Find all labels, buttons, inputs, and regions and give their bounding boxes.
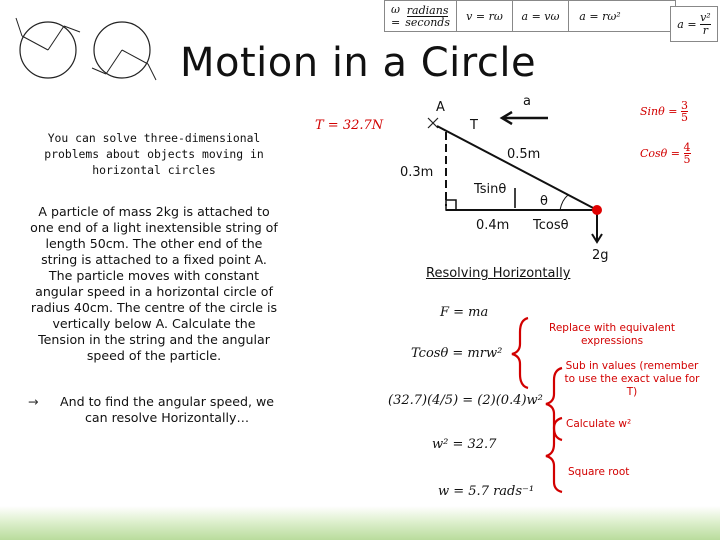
horizontal-length-label: 0.4m bbox=[476, 218, 510, 233]
note-square-root: Square root bbox=[568, 466, 630, 478]
velocity-formula: v = rω bbox=[457, 1, 513, 31]
sin-theta-value: Sinθ = $\frac{3}{5}$ bbox=[640, 99, 688, 124]
vertical-length-label: 0.3m bbox=[400, 165, 434, 180]
resolving-heading: Resolving Horizontally bbox=[426, 266, 571, 281]
weight-label: 2g bbox=[592, 248, 609, 263]
equation-newton: F = ma bbox=[440, 305, 489, 320]
intro-text: You can solve three-dimensional problems about objects moving in horizontal circles bbox=[44, 131, 264, 177]
equation-substitute: (32.7)(4/5) = (2)(0.4)w² bbox=[388, 393, 543, 408]
omega-formula: ω = radians seconds bbox=[385, 1, 457, 31]
arrow-bullet-icon: → bbox=[28, 394, 39, 409]
theta-label: θ bbox=[540, 194, 548, 209]
accel-formula-rw2: a = rω² bbox=[579, 9, 621, 23]
problem-text: A particle of mass 2kg is attached to one end of a light inextensible string of length 50cm. The other end of the string is attached to a fixed point A. The particle moves with constant angular speed in a horizontal circle of radius 40cm. The centre of the circle is vertically below A. Calculate the Tension in the string and the angular speed of the particle. bbox=[30, 204, 278, 363]
tsin-label: Tsinθ bbox=[474, 182, 507, 197]
tension-label: T bbox=[470, 118, 478, 133]
point-a-label: A bbox=[436, 100, 445, 115]
accel-formula-vw: a = vω bbox=[513, 1, 569, 31]
note-replace: Replace with equivalent expressions bbox=[549, 322, 675, 347]
note-calculate: Calculate w² bbox=[566, 418, 632, 430]
footer-bar bbox=[0, 506, 720, 540]
bullet-text: And to find the angular speed, we can resolve Horizontally… bbox=[60, 394, 274, 425]
tcos-label: Tcosθ bbox=[533, 218, 569, 233]
tension-value: T = 32.7N bbox=[315, 118, 384, 133]
note-substitute: Sub in values (remember to use the exact value for T) bbox=[564, 360, 700, 398]
accel-formula-v2r: a = $\frac{\text{v²}}{r}$ bbox=[670, 6, 718, 42]
page-title: Motion in a Circle bbox=[180, 40, 537, 86]
cos-theta-value: Cosθ = $\frac{4}{5}$ bbox=[640, 141, 691, 166]
hypotenuse-label: 0.5m bbox=[507, 147, 541, 162]
acceleration-label: a bbox=[523, 94, 531, 109]
equation-w-squared: w² = 32.7 bbox=[432, 437, 497, 452]
equation-resolve: Tcosθ = mrw² bbox=[411, 346, 503, 361]
equation-w: w = 5.7 rads⁻¹ bbox=[438, 484, 535, 499]
